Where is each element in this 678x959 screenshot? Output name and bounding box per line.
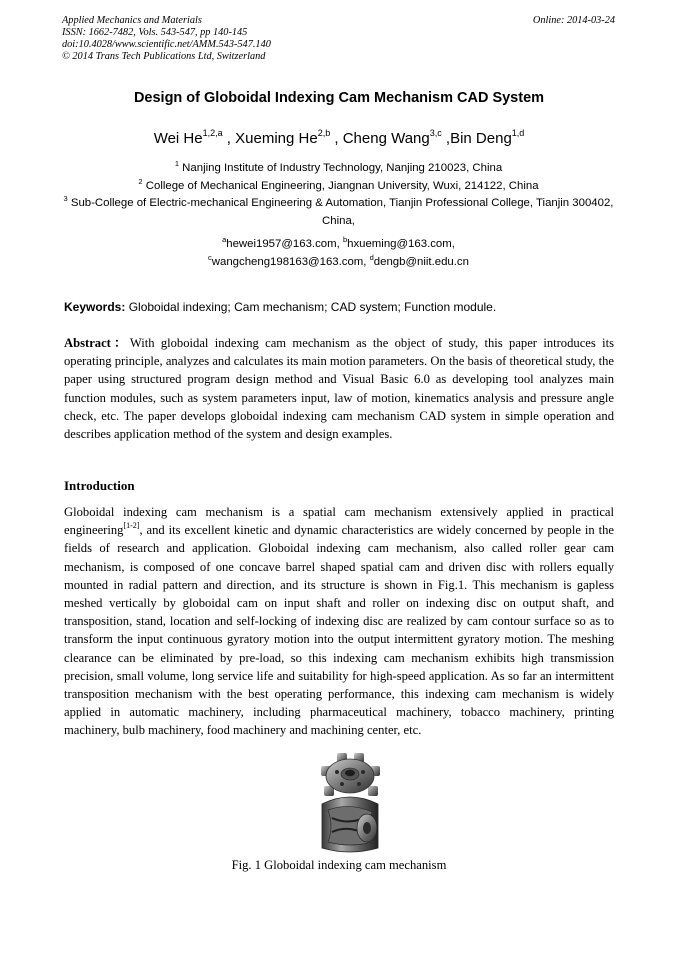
intro-text-part2: , and its excellent kinetic and dynamic characteristics are widely concerned by people in the fields of research and application. Globoidal indexing cam mechanism, also called roller gear cam mechanism, is composed of one concave barrel shaped spatial cam and driven disc with rollers equally mounted in radial pattern and direction, and its structure is shown in Fig.1. This mechanism is gapless meshed vertically by globoidal cam on input shaft and roller on indexing disc on output shaft, and transposition, stand, location and self-locking of indexing disc are realized by cam contour surface so as to transform the input continuous gyratory motion into the output intermittent gyratory motion. The meshing clearance can be eliminated by pre-load, so this indexing cam mechanism exhibits high transmission precision, small volume, long service life and suitability for high-speed application. As so far an intermittent transposition mechanism with the best operating performance, this indexing cam mechanism is widely applied in automatic machinery, including pharmaceutical machinery, tobacco machinery, printing machinery, bulb machinery, food machinery and machining center, etc. xyxy=(64,523,614,738)
affiliation-text: Sub-College of Electric-mechanical Engineering & Automation, Tianjin Professional College, Tianjin 300402, China, xyxy=(70,197,614,227)
affiliation-number: 2 xyxy=(138,176,143,186)
author-separator: , xyxy=(222,130,236,147)
abstract-label: Abstract： xyxy=(64,336,130,350)
email-address[interactable]: hewei1957@163.com, xyxy=(226,238,343,250)
doi-line: doi:10.4028/www.scientific.net/AMM.543-547.140 xyxy=(62,39,271,50)
affiliation-text: Nanjing Institute of Industry Technology, Nanjing 210023, China xyxy=(182,162,503,174)
affiliation-number: 3 xyxy=(63,194,68,203)
cam-mechanism-figure xyxy=(312,752,388,854)
author-superscript: 1,d xyxy=(511,128,525,138)
keywords-line xyxy=(64,300,616,314)
email-marker: a xyxy=(222,235,227,244)
affiliation xyxy=(62,178,615,196)
abstract-text: With globoidal indexing cam mechanism as the object of study, this paper introduces its operating principle, analyzes and calculates its main motion parameters. On the basis of theoretical study, the paper using structured program design method and Visual Basic 6.0 as developing tool analyzes main function modules, such as system parameters input, law of motion, kinematics analysis and pressure angle check, etc. The paper develops globoidal indexing cam mechanism CAD system in simple operation and describes application method of the system and design examples. xyxy=(64,336,615,442)
online-date: Online: 2014-03-24 xyxy=(532,15,615,26)
author-name: Cheng Wang xyxy=(342,130,430,147)
intro-text-part1: Globoidal indexing cam mechanism is a spatial cam mechanism extensively applied in practical engineering xyxy=(64,505,614,538)
author-superscript: 2,b xyxy=(317,128,331,138)
email-address[interactable]: hxueming@163.com, xyxy=(347,238,455,250)
email-address[interactable]: wangcheng198163@163.com, xyxy=(211,255,370,268)
author-separator: , xyxy=(441,130,451,147)
affiliation xyxy=(62,160,615,178)
introduction-paragraph xyxy=(64,503,614,740)
email-marker: d xyxy=(369,252,374,262)
abstract-paragraph xyxy=(64,334,614,443)
email-line xyxy=(62,236,615,254)
paper-title: Design of Globoidal Indexing Cam Mechanism CAD System xyxy=(133,90,545,106)
keywords-label: Keywords: xyxy=(64,300,126,314)
issn-line: ISSN: 1662-7482, Vols. 543-547, pp 140-145 xyxy=(62,27,248,38)
affiliation xyxy=(62,195,615,230)
affiliation-list xyxy=(62,160,615,230)
figure-caption: Fig. 1 Globoidal indexing cam mechanism xyxy=(231,858,447,872)
email-address[interactable]: dengb@niit.edu.cn xyxy=(373,255,469,268)
section-heading-introduction: Introduction xyxy=(64,478,135,493)
copyright-line: © 2014 Trans Tech Publications Ltd, Switzerland xyxy=(62,51,266,62)
citation-reference[interactable]: [1-2] xyxy=(123,521,140,531)
indexing-disc xyxy=(321,753,380,796)
author-list xyxy=(40,130,638,147)
author-name: Wei He xyxy=(153,130,203,147)
journal-name: Applied Mechanics and Materials xyxy=(62,15,202,26)
email-marker: b xyxy=(342,235,348,244)
author-superscript: 3,c xyxy=(429,128,442,138)
globoidal-cam xyxy=(322,797,378,852)
author-superscript: 1,2,a xyxy=(202,128,223,138)
author-name: Xueming He xyxy=(235,130,318,147)
email-line xyxy=(62,254,615,272)
affiliation-text: College of Mechanical Engineering, Jiangnan University, Wuxi, 214122, China xyxy=(145,179,539,192)
email-marker: c xyxy=(208,252,212,262)
affiliation-number: 1 xyxy=(174,159,179,168)
keywords-text: Globoidal indexing; Cam mechanism; CAD system; Function module. xyxy=(125,300,497,314)
author-name: Bin Deng xyxy=(450,130,512,147)
email-list xyxy=(62,236,615,271)
journal-header xyxy=(62,15,615,63)
author-separator: , xyxy=(330,130,343,147)
